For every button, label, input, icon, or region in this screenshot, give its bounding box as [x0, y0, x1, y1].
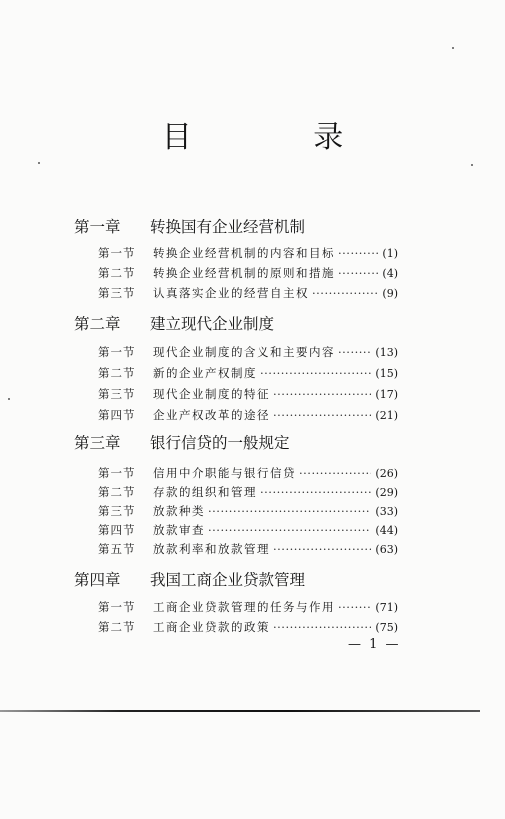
section-number: 第三节 [98, 387, 136, 401]
chapter-heading [74, 431, 290, 453]
section-number: 第一节 [98, 246, 136, 260]
section-number: 第二节 [98, 485, 136, 499]
dot-leader [338, 266, 378, 280]
toc-entry [98, 344, 398, 360]
page-ref: (1) [382, 247, 398, 260]
page-ref: (71) [375, 601, 398, 614]
section-number: 第五节 [98, 542, 136, 556]
page-ref: (17) [375, 388, 398, 401]
section-title: 放款种类 [153, 504, 205, 518]
chapter-number: 第四章 [74, 571, 121, 589]
section-number: 第四节 [98, 408, 136, 422]
scan-speck [8, 398, 10, 400]
page-ref: (75) [375, 621, 398, 634]
dot-leader [312, 286, 378, 300]
page-ref: (33) [375, 505, 398, 518]
dot-leader [273, 620, 371, 634]
section-title: 放款审查 [153, 523, 205, 537]
chapter-heading [74, 312, 274, 334]
page-ref: (44) [375, 524, 398, 537]
dot-leader [260, 366, 371, 380]
section-title: 现代企业制度的特征 [153, 387, 270, 401]
chapter-title: 建立现代企业制度 [150, 315, 275, 333]
section-title: 工商企业贷款的政策 [153, 620, 270, 634]
scan-edge-line [0, 710, 480, 712]
section-number: 第二节 [98, 266, 136, 280]
page-ref: (4) [382, 267, 398, 280]
toc-entry [98, 285, 398, 301]
toc-entry [98, 522, 398, 538]
section-number: 第二节 [98, 366, 136, 380]
dot-leader [338, 246, 378, 260]
page-ref: (9) [382, 287, 398, 300]
section-title: 认真落实企业的经营自主权 [153, 286, 309, 300]
section-number: 第一节 [98, 466, 136, 480]
dot-leader [299, 466, 371, 480]
dot-leader [338, 600, 371, 614]
toc-entry [98, 599, 398, 615]
section-title: 转换企业经营机制的原则和措施 [153, 266, 335, 280]
section-number: 第四节 [98, 523, 136, 537]
dot-leader [273, 542, 371, 556]
page-ref: (13) [375, 346, 398, 359]
toc-entry [98, 386, 398, 402]
chapter-heading [74, 215, 305, 237]
chapter-title: 银行信贷的一般规定 [150, 434, 290, 452]
page-ref: (63) [375, 543, 398, 556]
section-number: 第二节 [98, 620, 136, 634]
page-ref: (26) [375, 467, 398, 480]
dot-leader [338, 345, 371, 359]
page-ref: (21) [375, 409, 398, 422]
dot-leader [273, 387, 371, 401]
section-title: 存款的组织和管理 [153, 485, 257, 499]
section-title: 企业产权改革的途径 [153, 408, 270, 422]
toc-entry [98, 503, 398, 519]
section-title: 工商企业贷款管理的任务与作用 [153, 600, 335, 614]
section-number: 第三节 [98, 286, 136, 300]
toc-entry [98, 365, 398, 381]
section-number: 第三节 [98, 504, 136, 518]
toc-entry [98, 265, 398, 281]
toc-entry [98, 484, 398, 500]
section-number: 第一节 [98, 600, 136, 614]
toc-entry [98, 407, 398, 423]
chapter-title: 我国工商企业贷款管理 [150, 571, 306, 589]
toc-entry [98, 245, 398, 261]
dot-leader [208, 523, 371, 537]
section-title: 放款利率和放款管理 [153, 542, 270, 556]
chapter-heading [74, 568, 305, 590]
toc-entry [98, 541, 398, 557]
dot-leader [273, 408, 371, 422]
scan-speck [38, 162, 40, 164]
chapter-number: 第三章 [74, 434, 121, 452]
section-number: 第一节 [98, 345, 136, 359]
toc-entry [98, 619, 398, 635]
page-title: 目 录 [161, 120, 400, 155]
scan-speck [471, 164, 473, 166]
chapter-number: 第二章 [74, 315, 121, 333]
dot-leader [208, 504, 371, 518]
section-title: 新的企业产权制度 [153, 366, 257, 380]
dot-leader [260, 485, 371, 499]
chapter-title: 转换国有企业经营机制 [150, 218, 306, 236]
section-title: 信用中介职能与银行信贷 [153, 466, 296, 480]
chapter-number: 第一章 [74, 218, 121, 236]
toc-entry [98, 465, 398, 481]
page-ref: (15) [375, 367, 398, 380]
section-title: 现代企业制度的含义和主要内容 [153, 345, 335, 359]
page-ref: (29) [375, 486, 398, 499]
scan-speck [452, 47, 454, 49]
section-title: 转换企业经营机制的内容和目标 [153, 246, 335, 260]
page-number: — 1 — [348, 637, 401, 652]
